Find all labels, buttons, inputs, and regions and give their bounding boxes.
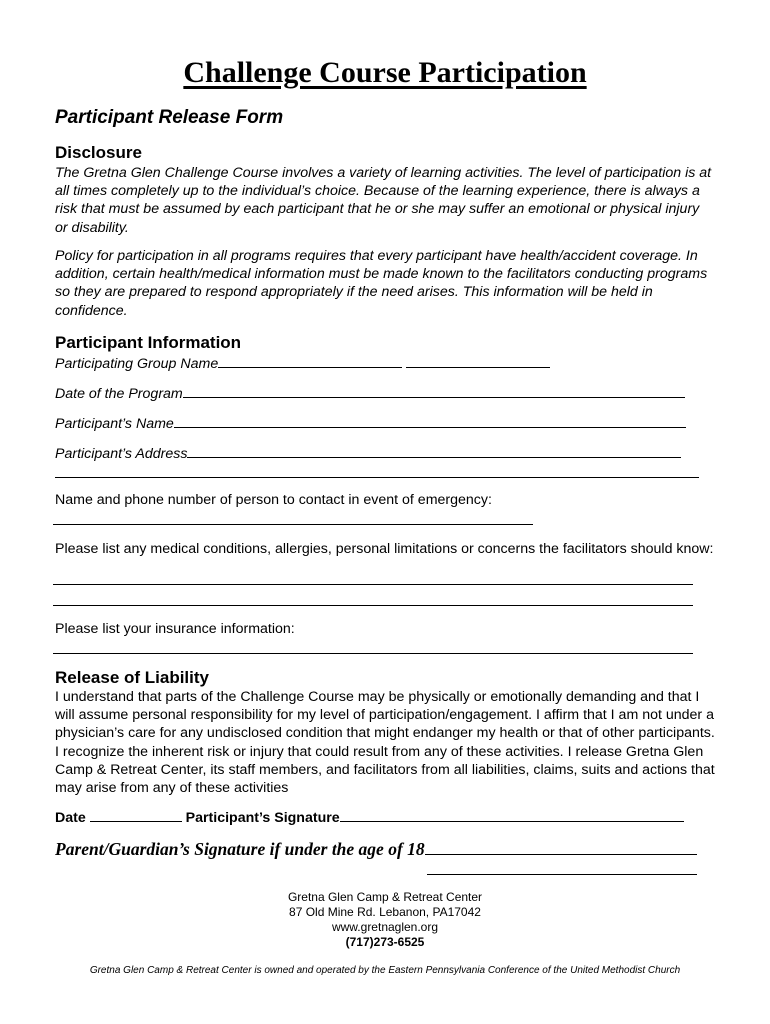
emergency-contact-line[interactable] [53,524,533,525]
participant-name-field[interactable] [55,413,686,432]
footer-website[interactable]: www.gretnaglen.org [331,920,439,934]
footer-org: Gretna Glen Camp & Retreat Center [287,890,483,904]
group-name-label: Participating Group Name [55,356,219,372]
signature-row [55,807,684,826]
insurance-label: Please list your insurance information: [55,621,295,637]
ownership-note: Gretna Glen Camp & Retreat Center is owned and operated by the Eastern Pennsylvania Conference of the United Methodist Church [89,965,681,976]
footer-phone: (717)273-6525 [345,935,425,949]
medical-conditions-line-2[interactable] [53,605,693,606]
participant-info-heading: Participant Information [55,333,242,352]
program-date-line[interactable] [183,383,685,398]
group-name-field[interactable] [55,353,550,372]
group-name-line[interactable] [218,353,402,368]
insurance-line[interactable] [53,653,693,654]
address-continuation-line[interactable] [55,477,699,478]
disclosure-heading: Disclosure [55,143,142,162]
release-heading: Release of Liability [55,668,209,687]
guardian-signature-row [55,838,697,860]
group-name-line-2[interactable] [406,353,550,368]
guardian-signature-label: Parent/Guardian’s Signature if under the age of 18 [55,839,425,859]
medical-conditions-line-1[interactable] [53,584,693,585]
participant-address-field[interactable] [55,443,681,462]
disclosure-paragraph-1: The Gretna Glen Challenge Course involves a variety of learning activities. The level of participation is at all times completely up to the individual’s choice. Because of the learning experience, there is always a risk that must be assumed by each participant that he or she may suffer an emotional or physical injury or disability. [55,165,712,236]
form-subtitle: Participant Release Form [55,107,284,128]
program-date-field[interactable] [55,383,685,402]
medical-conditions-label: Please list any medical conditions, allergies, personal limitations or concerns the facilitators should know: [55,541,714,557]
guardian-signature-line[interactable] [425,838,697,855]
disclosure-paragraph-2: Policy for participation in all programs requires that every participant have health/accident coverage. In addition, certain health/medical information must be made known to the facilitators conducting programs so they are prepared to respond appropriately if the need arises. This information will be held in confidence. [55,248,708,319]
release-text: I understand that parts of the Challenge Course may be physically or emotionally demanding and that I will assume personal responsibility for my level of participation/engagement. I affirm that I am not under a physician’s care for any undisclosed condition that might endanger my health or that of other participants. I recognize the inherent risk or injury that could result from any of these activities. I release Gretna Glen Camp & Retreat Center, its staff members, and facilitators from all liabilities, claims, suits and actions that may arise from any of these activities [55,689,715,797]
participant-name-label: Participant’s Name [55,416,174,432]
participant-address-line[interactable] [187,443,681,458]
participant-address-label: Participant’s Address [55,446,188,462]
date-line[interactable] [90,807,182,822]
date-label: Date [55,810,86,826]
participant-signature-line[interactable] [340,807,684,822]
footer-address: 87 Old Mine Rd. Lebanon, PA17042 [289,905,481,919]
page-title: Challenge Course Participation [183,56,587,89]
participant-name-line[interactable] [174,413,686,428]
emergency-contact-label: Name and phone number of person to contact in event of emergency: [55,492,492,508]
guardian-signature-line-2[interactable] [427,874,697,875]
program-date-label: Date of the Program [55,386,183,402]
participant-signature-label: Participant’s Signature [185,810,340,826]
